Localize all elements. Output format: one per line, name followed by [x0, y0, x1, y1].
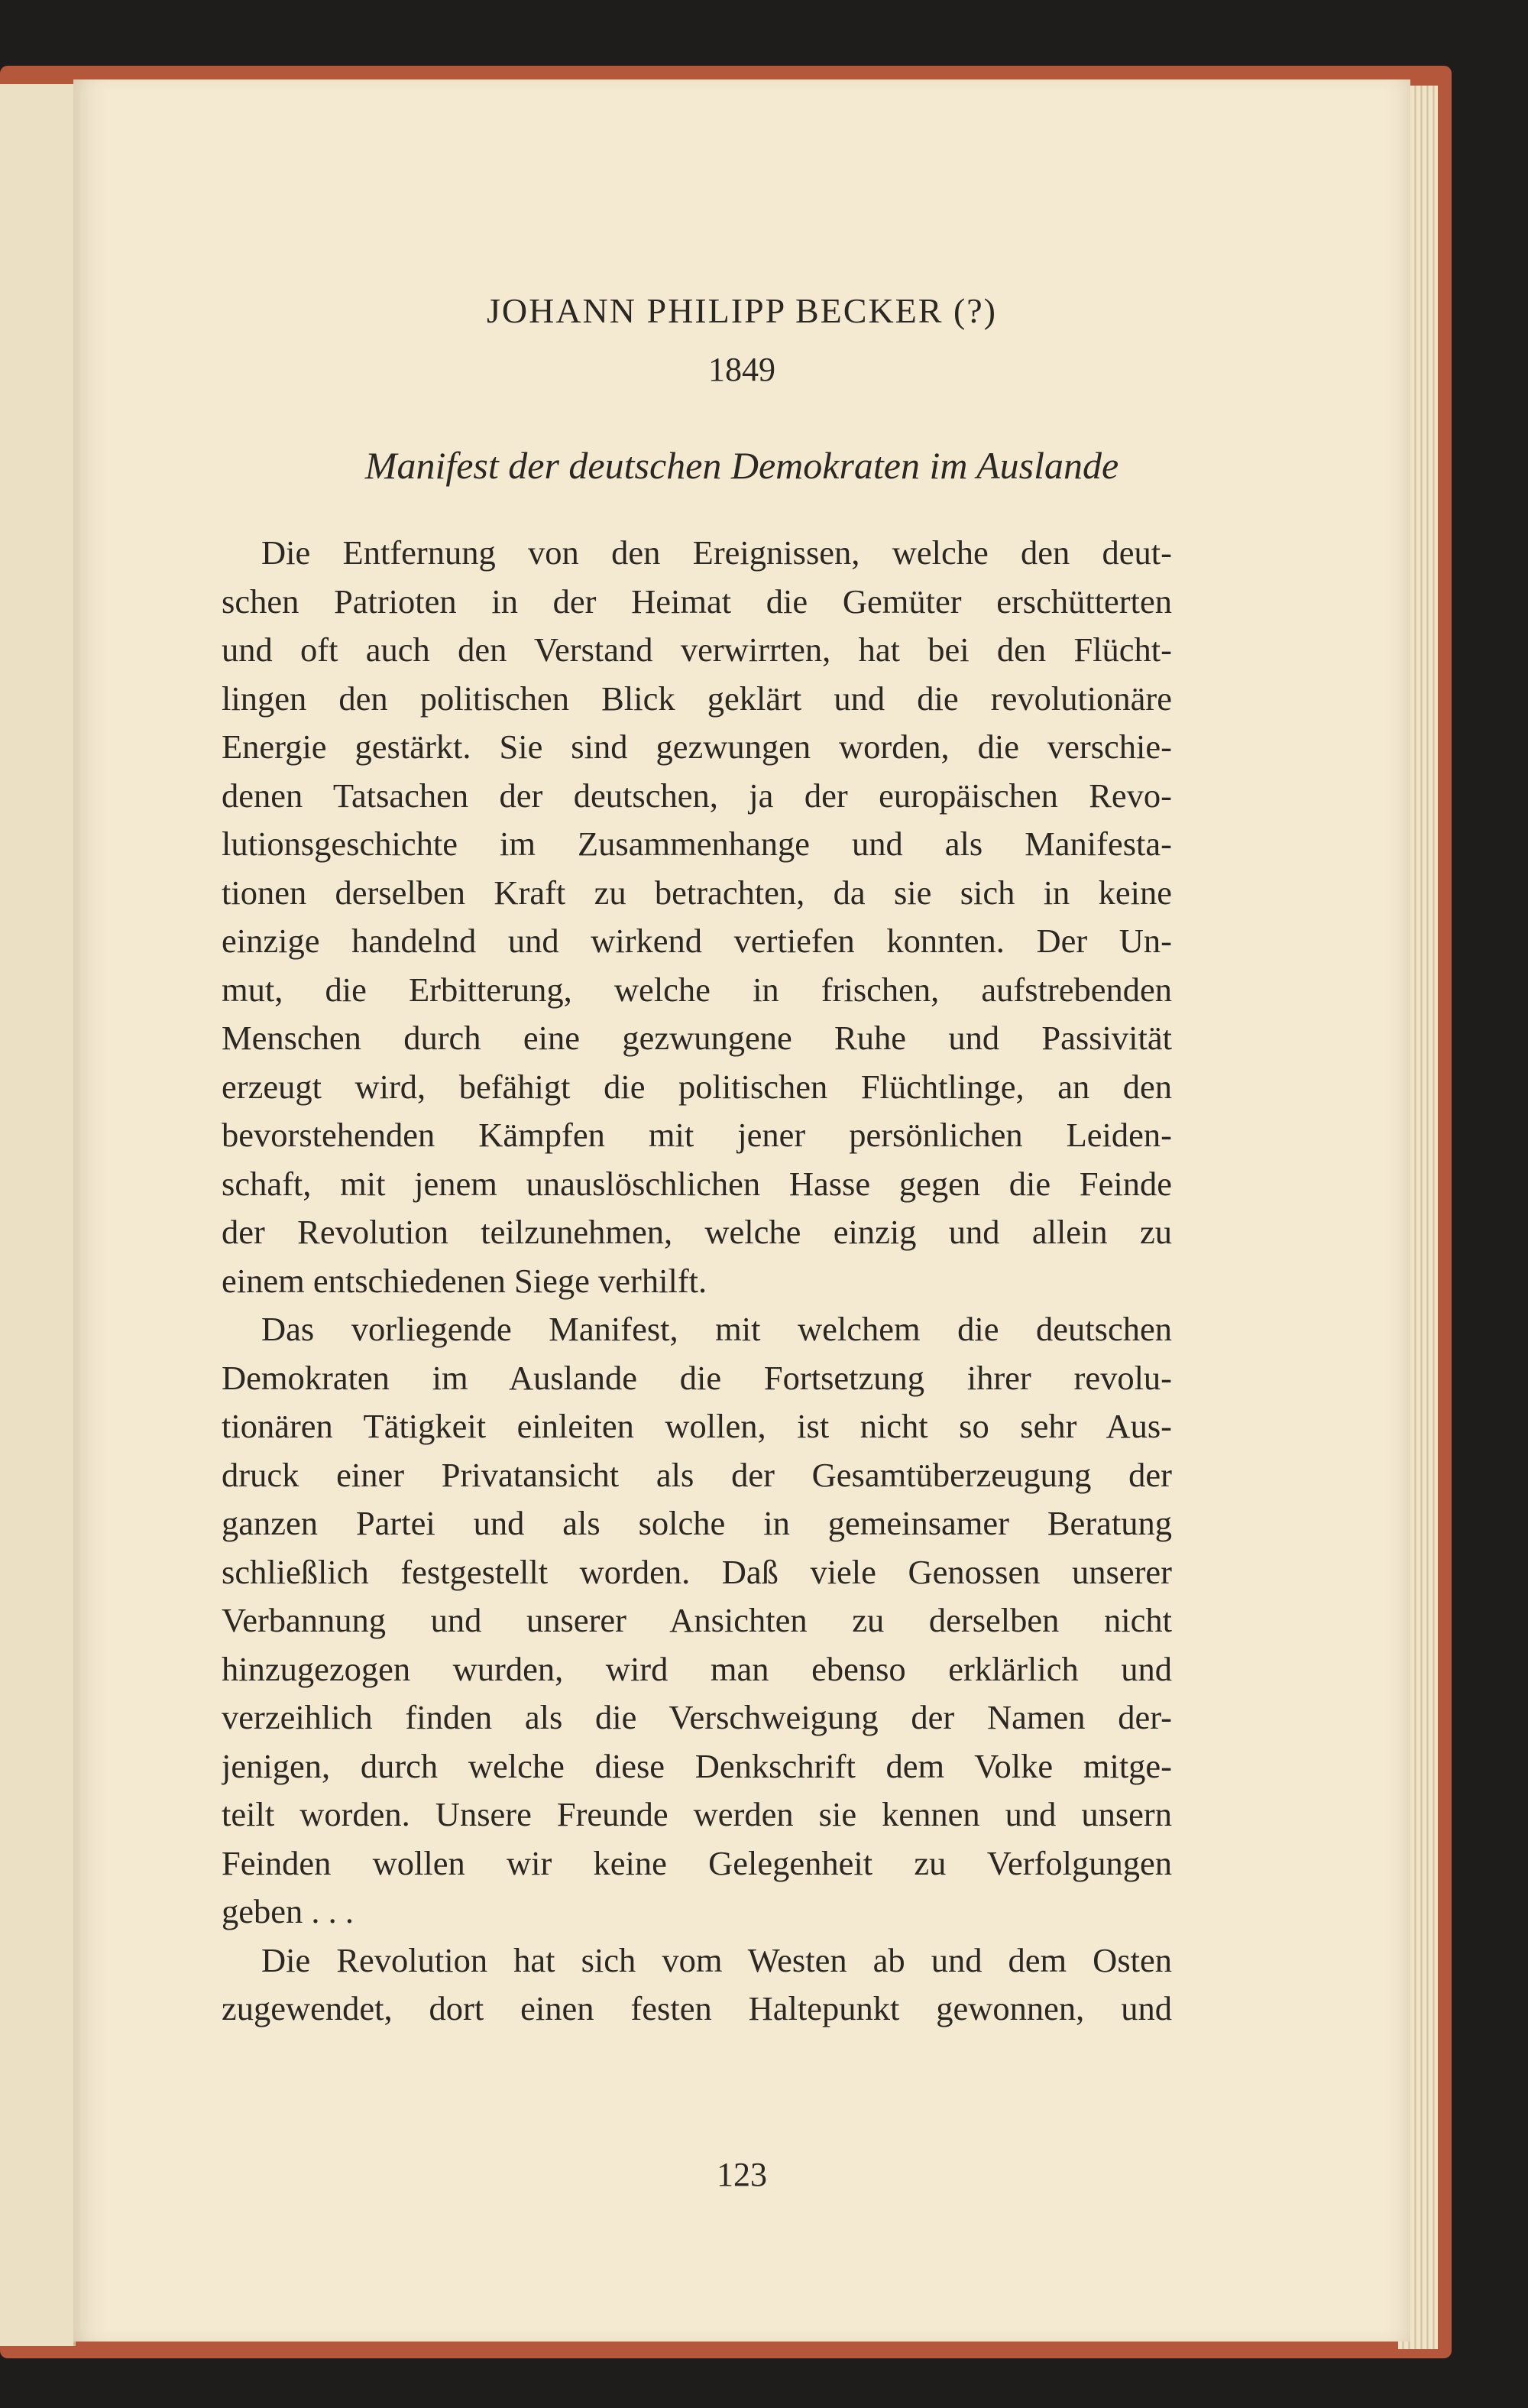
text-line: Die Revolution hat sich vom Westen ab und dem Osten [261, 1940, 1172, 1979]
facing-page-edge [0, 84, 76, 2346]
text-line: geben . . . [222, 1892, 354, 1930]
book-page [73, 79, 1410, 2342]
text-line: mut, die Erbitterung, welche in frischen, aufstrebenden [222, 970, 1172, 1009]
page-number: 123 [717, 2156, 767, 2193]
text-line: Verbannung und unserer Ansichten zu derselben nicht [222, 1601, 1172, 1639]
text-line: und oft auch den Verstand verwirrten, hat bei den Flücht- [222, 630, 1172, 669]
text-line: hinzugezogen wurden, wird man ebenso erklärlich und [222, 1649, 1172, 1688]
text-line: jenigen, durch welche diese Denkschrift dem Volke mitge- [222, 1746, 1172, 1785]
body-text [222, 529, 1172, 2034]
text-line: lutionsgeschichte im Zusammenhange und als Manifesta- [222, 825, 1172, 863]
text-line: schaft, mit jenem unauslöschlichen Hasse gegen die Feinde [222, 1164, 1172, 1203]
text-line: bevorstehenden Kämpfen mit jener persönlichen Leiden- [222, 1116, 1172, 1154]
text-line: einem entschiedenen Siege verhilft. [222, 1261, 707, 1300]
chapter-author: JOHANN PHILIPP BECKER (?) [486, 291, 997, 330]
text-line: schließlich festgestellt worden. Daß viele Genossen unserer [222, 1552, 1172, 1591]
text-line: Das vorliegende Manifest, mit welchem die deutschen [261, 1310, 1172, 1348]
text-line: erzeugt wird, befähigt die politischen Flüchtlinge, an den [222, 1067, 1172, 1106]
text-line: denen Tatsachen der deutschen, ja der europäischen Revo- [222, 776, 1172, 815]
text-line: tionären Tätigkeit einleiten wollen, ist nicht so sehr Aus- [222, 1407, 1172, 1445]
text-line: verzeihlich finden als die Verschweigung der Namen der- [222, 1698, 1172, 1736]
text-line: druck einer Privatansicht als der Gesamtüberzeugung der [222, 1455, 1172, 1494]
chapter-title: Manifest der deutschen Demokraten im Auslande [364, 444, 1119, 487]
text-line: tionen derselben Kraft zu betrachten, da sie sich in keine [222, 873, 1172, 912]
chapter-year: 1849 [708, 351, 775, 388]
text-line: der Revolution teilzunehmen, welche einzig und allein zu [222, 1213, 1172, 1251]
text-line: einzige handelnd und wirkend vertiefen konnten. Der Un- [222, 922, 1172, 960]
text-line: Feinden wollen wir keine Gelegenheit zu Verfolgungen [222, 1843, 1172, 1882]
text-line: Menschen durch eine gezwungene Ruhe und Passivität [222, 1019, 1172, 1057]
text-line: teilt worden. Unsere Freunde werden sie kennen und unsern [222, 1795, 1172, 1833]
text-line: Die Entfernung von den Ereignissen, welche den deut- [261, 533, 1172, 572]
text-line: Energie gestärkt. Sie sind gezwungen worden, die verschie- [222, 728, 1172, 766]
text-line: zugewendet, dort einen festen Haltepunkt gewonnen, und [222, 1989, 1172, 2027]
text-line: schen Patrioten in der Heimat die Gemüter erschütterten [222, 582, 1172, 621]
text-line: ganzen Partei und als solche in gemeinsamer Beratung [222, 1504, 1172, 1542]
text-line: Demokraten im Auslande die Fortsetzung ihrer revolu- [222, 1358, 1172, 1397]
text-line: lingen den politischen Blick geklärt und die revolutionäre [222, 679, 1172, 718]
